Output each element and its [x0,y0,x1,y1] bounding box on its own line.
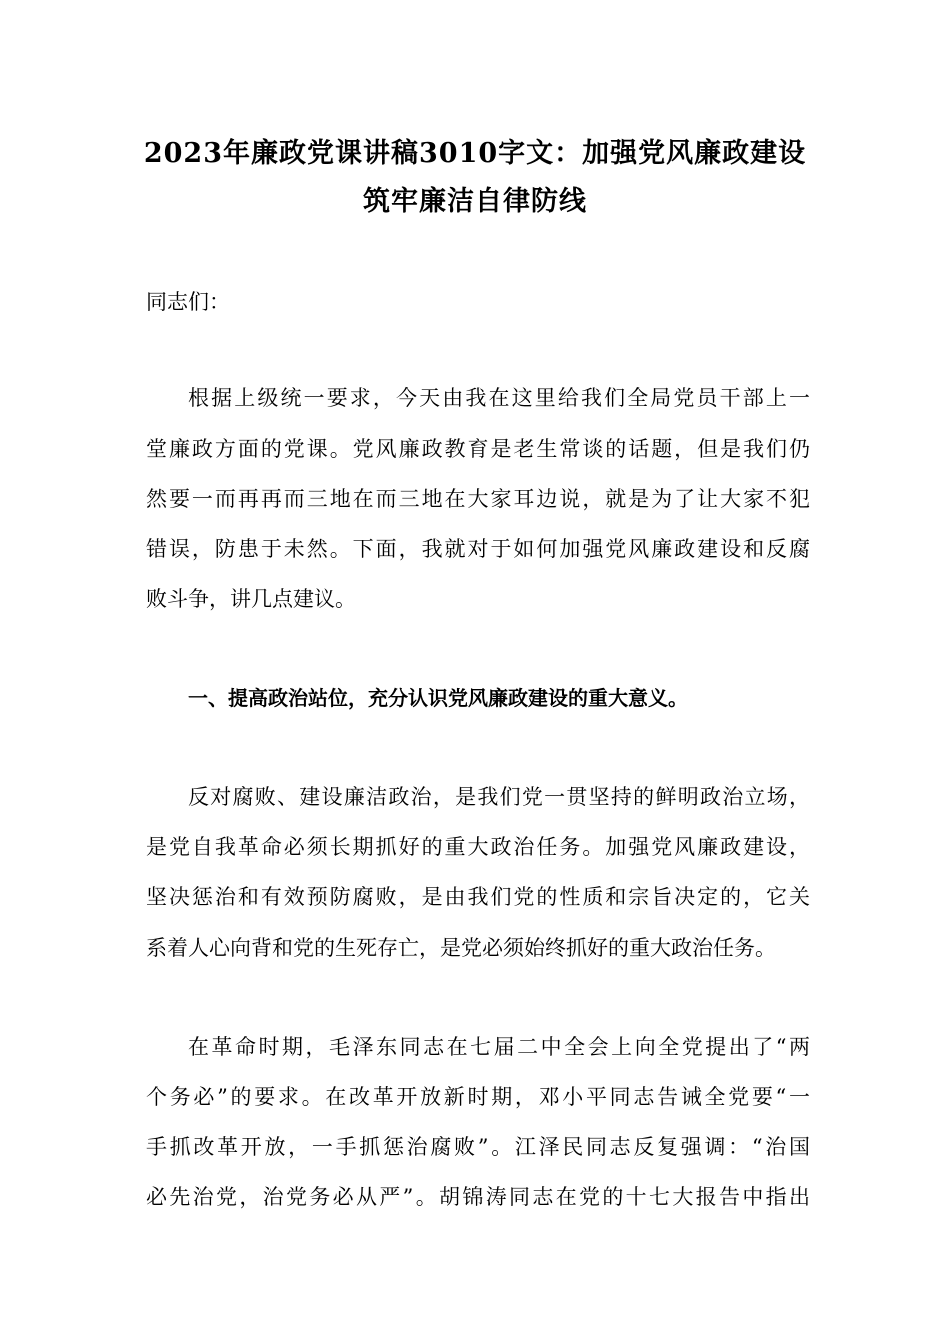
paragraph-1-line: 败斗争，讲几点建议。 [146,587,356,611]
paragraph-1-line: 堂廉政方面的党课。党风廉政教育是老生常谈的话题，但是我们仍 [146,437,810,461]
paragraph-2-line: 是党自我革命必须长期抓好的重大政治任务。加强党风廉政建设， [146,835,810,859]
paragraph-3-line: 在革命时期，毛泽东同志在七届二中全会上向全党提出了“两 [188,1035,810,1059]
section-heading: 一、提高政治站位，充分认识党风廉政建设的重大意义。 [188,686,688,710]
paragraph-1-line: 然要一而再再而三地在而三地在大家耳边说，就是为了让大家不犯 [146,487,810,511]
paragraph-3-line: 手抓改革开放，一手抓惩治腐败”。江泽民同志反复强调：“治国 [146,1135,810,1159]
paragraph-1-line: 错误，防患于未然。下面，我就对于如何加强党风廉政建设和反腐 [146,537,810,561]
salutation: 同志们： [146,290,230,314]
paragraph-1-line: 根据上级统一要求，今天由我在这里给我们全局党员干部上一 [188,386,810,410]
paragraph-2-line: 系着人心向背和党的生死存亡，是党必须始终抓好的重大政治任务。 [146,936,776,960]
paragraph-3-line: 个务必”的要求。在改革开放新时期，邓小平同志告诫全党要“一 [146,1085,810,1109]
document-title-line-1: 2023年廉政党课讲稿3010字文：加强党风廉政建设 [143,138,807,169]
document-title-line-2: 筑牢廉洁自律防线 [363,186,587,217]
paragraph-3-line: 必先治党，治党务必从严”。胡锦涛同志在党的十七大报告中指出 [146,1185,810,1209]
paragraph-2-line: 反对腐败、建设廉洁政治，是我们党一贯坚持的鲜明政治立场， [188,785,810,809]
paragraph-2-line: 坚决惩治和有效预防腐败，是由我们党的性质和宗旨决定的，它关 [146,885,810,909]
